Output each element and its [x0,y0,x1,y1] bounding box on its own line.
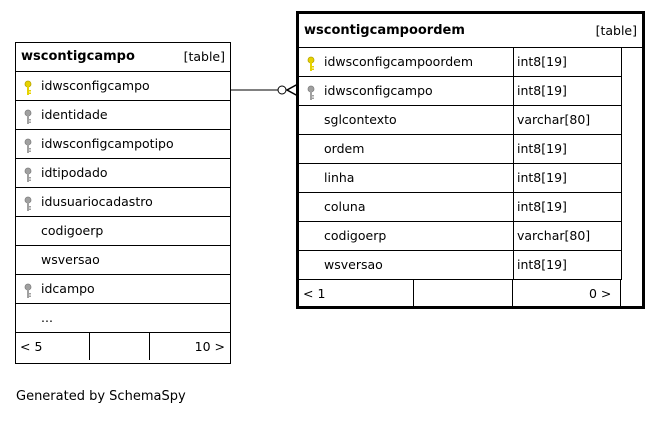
column-row[interactable] [16,275,230,304]
generated-by-credit: Generated by SchemaSpy [16,389,186,404]
column-name: idwsconfigcampoordem [324,54,474,69]
column-name: sglcontexto [324,112,397,127]
child-count[interactable]: 10 > [194,339,225,354]
footer-divider [620,280,621,307]
column-row[interactable] [16,72,230,101]
table-footer [16,333,230,360]
column-row[interactable] [16,130,230,159]
column-name: idcampo [41,281,95,296]
column-name: linha [324,170,355,185]
primary-key-icon [23,78,33,94]
footer-divider [413,280,414,307]
column-name: ordem [324,141,365,156]
table-header [16,43,230,72]
table-wscontigcampo[interactable] [15,42,231,364]
column-name: idtipodado [41,165,108,180]
column-row[interactable] [299,48,621,77]
table-kind: [table] [595,23,637,38]
column-name: ... [41,310,53,325]
column-row[interactable] [16,246,230,275]
footer-divider [512,280,513,307]
table-footer [299,280,642,307]
foreign-key-icon [23,194,33,210]
parent-count[interactable]: < 5 [20,339,43,354]
column-name: identidade [41,107,108,122]
table-kind: [table] [183,49,225,64]
foreign-key-icon [23,107,33,123]
child-count[interactable]: 0 > [589,286,612,301]
foreign-key-icon [306,83,316,99]
column-name: codigoerp [324,228,387,243]
column-row[interactable] [299,164,621,193]
column-name: wsversao [41,252,100,267]
footer-divider [149,333,150,360]
column-row[interactable] [16,188,230,217]
table-header [299,14,642,48]
column-name: idwsconfigcampo [324,83,433,98]
table-wscontigcampoordem[interactable] [296,11,645,309]
column-row[interactable] [16,101,230,130]
column-type: int8[19] [513,48,567,76]
foreign-key-icon [23,281,33,297]
column-type: varchar[80] [513,106,590,134]
column-type: int8[19] [513,77,567,105]
foreign-key-icon [23,136,33,152]
footer-divider [89,333,90,360]
column-type: int8[19] [513,135,567,163]
column-row[interactable] [16,304,230,333]
table-name: wscontigcampoordem [304,23,465,38]
column-row[interactable] [16,159,230,188]
column-row[interactable] [299,135,621,164]
column-type: int8[19] [513,193,567,221]
foreign-key-icon [23,165,33,181]
column-row[interactable] [299,106,621,135]
zero-cardinality-circle [278,86,286,94]
column-type: varchar[80] [513,222,590,250]
parent-count[interactable]: < 1 [303,286,326,301]
column-row[interactable] [299,251,621,280]
column-type: int8[19] [513,164,567,192]
column-name: codigoerp [41,223,104,238]
column-row[interactable] [16,217,230,246]
table-name: wscontigcampo [21,49,135,64]
column-type: int8[19] [513,251,567,279]
column-row[interactable] [299,222,621,251]
column-row[interactable] [299,193,621,222]
column-name: coluna [324,199,366,214]
column-name: idwsconfigcampotipo [41,136,174,151]
column-name: wsversao [324,257,383,272]
column-row[interactable] [299,77,621,106]
primary-key-icon [306,54,316,70]
column-name: idusuariocadastro [41,194,153,209]
column-name: idwsconfigcampo [41,78,150,93]
